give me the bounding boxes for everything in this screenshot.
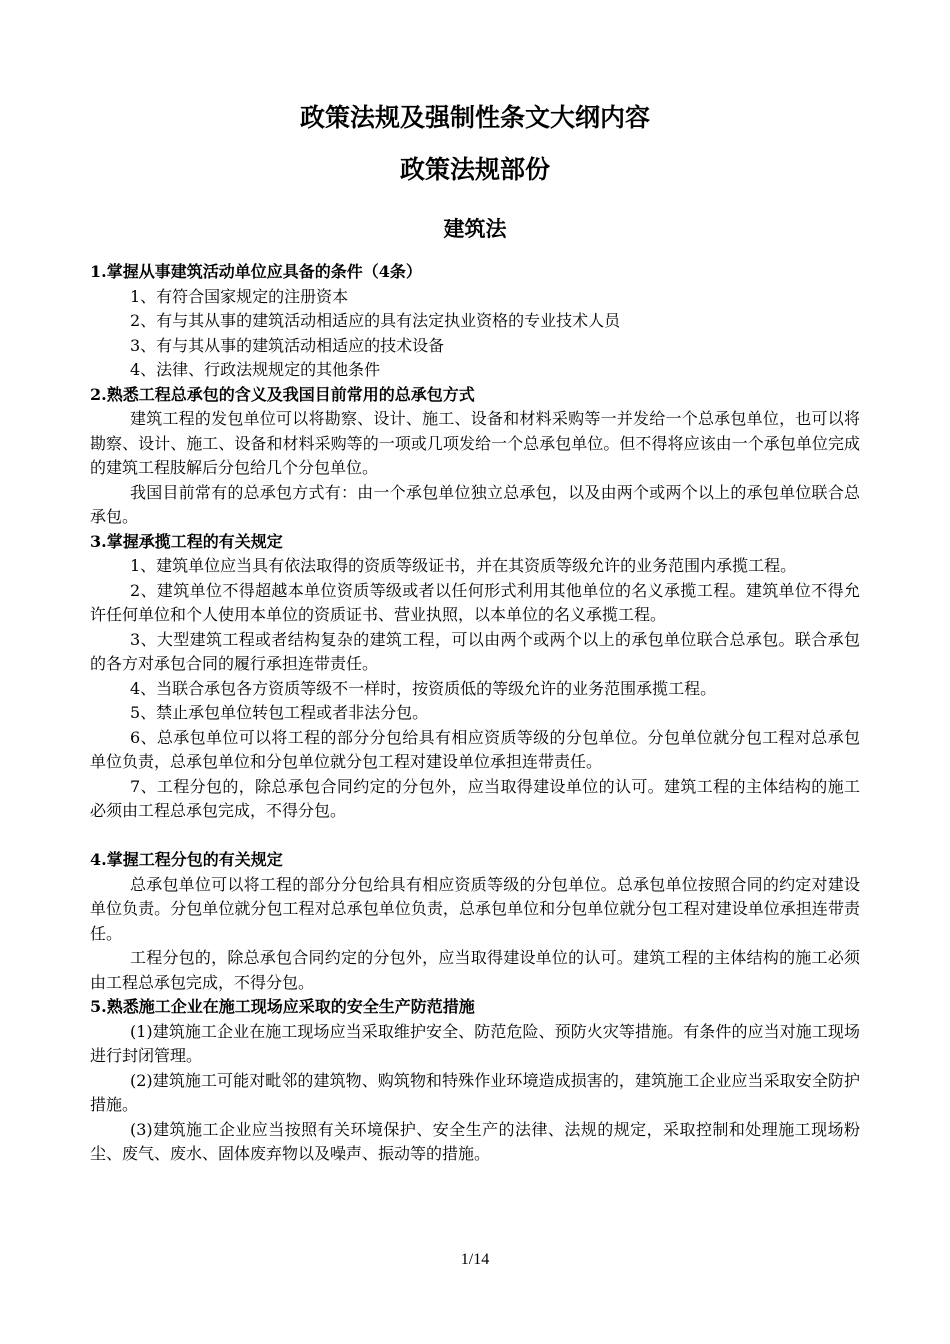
paragraph: 5、禁止承包单位转包工程或者非法分包。 [130, 703, 429, 722]
paragraph: 4、当联合承包各方资质等级不一样时，按资质低的等级允许的业务范围承揽工程。 [130, 678, 717, 698]
paragraph: 总承包单位可以将工程的部分分包给具有相应资质等级的分包单位。总承包单位按照合同的约定对建设单位负责。分包单位就分包工程对总承包单位负责，总承包单位和分包单位就分包工程对建设单位承担连带责任。 [90, 874, 860, 943]
document-subtitle: 政策法规部份 [399, 155, 550, 184]
section-4 [90, 848, 860, 995]
law-title: 建筑法 [443, 217, 507, 241]
section-heading: 3.掌握承揽工程的有关规定 [90, 531, 283, 551]
section-2 [90, 383, 860, 530]
paragraph: 3、大型建筑工程或者结构复杂的建筑工程，可以由两个或两个以上的承包单位联合总承包。联合承包的各方对承包合同的履行承担连带责任。 [90, 629, 860, 673]
paragraph: (2)建筑施工可能对毗邻的建筑物、购筑物和特殊作业环境造成损害的，建筑施工企业应当采取安全防护措施。 [90, 1070, 860, 1114]
paragraph: 2、建筑单位不得超越本单位资质等级或者以任何形式利用其他单位的名义承揽工程。建筑单位不得允许任何单位和个人使用本单位的资质证书、营业执照，以本单位的名义承揽工程。 [90, 580, 860, 624]
paragraph: (1)建筑施工企业在施工现场应当采取维护安全、防范危险、预防火灾等措施。有条件的应当对施工现场进行封闭管理。 [90, 1021, 860, 1065]
list-item: 4、法律、行政法规规定的其他条件 [130, 360, 381, 379]
paragraph: 6、总承包单位可以将工程的部分分包给具有相应资质等级的分包单位。分包单位就分包工程对总承包单位负责，总承包单位和分包单位就分包工程对建设单位承担连带责任。 [90, 727, 860, 771]
section-heading: 5.熟悉施工企业在施工现场应采取的安全生产防范措施 [90, 997, 475, 1016]
list-item: 1、有符合国家规定的注册资本 [130, 286, 349, 306]
section-3 [90, 530, 860, 824]
paragraph: 7、工程分包的，除总承包合同约定的分包外，应当取得建设单位的认可。建筑工程的主体结构的施工必须由工程总承包完成，不得分包。 [90, 776, 860, 820]
document-page [90, 100, 860, 1167]
blank-line [90, 824, 860, 849]
paragraph: 建筑工程的发包单位可以将勘察、设计、施工、设备和材料采购等一并发给一个总承包单位，也可以将勘察、设计、施工、设备和材料采购等的一项或几项发给一个总承包单位。但不得将应该由一个承包单位完成的建筑工程肢解后分包给几个分包单位。 [90, 409, 860, 477]
document-title: 政策法规及强制性条文大纲内容 [299, 103, 650, 132]
paragraph: 工程分包的，除总承包合同约定的分包外，应当取得建设单位的认可。建筑工程的主体结构的施工必须由工程总承包完成，不得分包。 [90, 948, 860, 992]
paragraph: 我国目前常有的总承包方式有：由一个承包单位独立总承包，以及由两个或两个以上的承包单位联合总承包。 [90, 482, 860, 526]
page-number: 1/14 [460, 1251, 490, 1268]
paragraph: 1、建筑单位应当具有依法取得的资质等级证书，并在其资质等级允许的业务范围内承揽工程。 [130, 556, 797, 575]
section-heading: 4.掌握工程分包的有关规定 [90, 850, 283, 869]
section-1 [90, 260, 860, 383]
section-heading: 1.掌握从事建筑活动单位应具备的条件（4条） [90, 262, 422, 281]
section-5 [90, 995, 860, 1167]
list-item: 3、有与其从事的建筑活动相适应的技术设备 [130, 335, 445, 355]
list-item: 2、有与其从事的建筑活动相适应的具有法定执业资格的专业技术人员 [130, 311, 621, 330]
paragraph: (3)建筑施工企业应当按照有关环境保护、安全生产的法律、法规的规定，采取控制和处理施工现场粉尘、废气、废水、固体废弃物以及噪声、振动等的措施。 [90, 1119, 860, 1163]
section-heading: 2.熟悉工程总承包的含义及我国目前常用的总承包方式 [90, 384, 475, 404]
